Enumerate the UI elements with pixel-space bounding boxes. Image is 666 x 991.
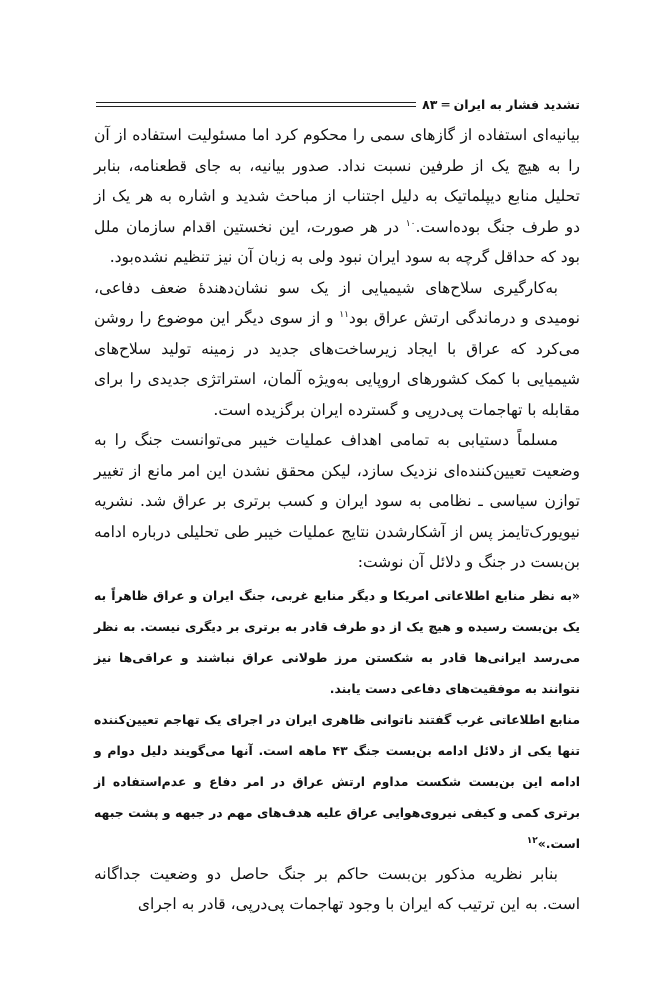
header-separator-icon: ═ [437,96,450,112]
page-number: ۸۳ [422,96,438,112]
header-rule [96,102,416,107]
quote-2-text: منابع اطلاعاتی غرب گفتند ناتوانی ظاهری ایران در اجرای یک تهاجم تعیین‌کننده تنها یکی از دلائل ادامه بن‌بست جنگ ۴۳ ماهه است. آنها می‌گویند دلیل دوام و ادامه این بن‌بست شکست مداوم ارتش عراق در امر دفاع و عدم‌استفاده از برتری کمی و کیفی نیروی‌هوایی عراق علیه هدف‌های مهم در جبهه و پشت جبهه است.» [94,711,580,851]
footnote-ref-11: ۱۱ [339,309,349,320]
page-body [94,120,580,920]
page-header [96,94,580,114]
quote-paragraph-1 [94,580,580,704]
paragraph-1-text: بیانیه‌ای استفاده از گازهای سمی را محکوم کرد اما مسئولیت استفاده از آن را به هیچ یک از طرفین نسبت نداد. صدور بیانیه، به جای قطعنامه، بنابر تحلیل منابع دیپلماتیک به دلیل اجتناب از مباحث شدید و اشاره به هر یک از دو طرف جنگ بوده‌است. [94,126,581,236]
quote-paragraph-2 [94,704,580,859]
paragraph-4-text: بنابر نظریه مذکور بن‌بست حاکم بر جنگ حاصل دو وضعیت جداگانه است. به این ترتیب که ایران با وجود تهاجمات پی‌درپی، قادر به اجرای [94,864,580,913]
quote-1-text: «به نظر منابع اطلاعاتی امریکا و دیگر منابع غربی، جنگ ایران و عراق ظاهراً به یک بن‌بست رسیده و هیچ یک از دو طرف قادر به برتری بر دیگری نیست. به نظر می‌رسد ایرانی‌ها قادر به شکستن مرز طولانی عراق نباشند و عراقی‌ها نیز نتوانند به موفقیت‌های دفاعی دست یابند. [94,587,580,696]
paragraph-1 [94,120,580,273]
paragraph-1-text-cont: در هر صورت، این نخستین اقدام سازمان ملل بود که حداقل گرچه به سود ایران نبود ولی به زبان آن نیز تنظیم نشده‌بود. [94,217,580,266]
paragraph-2-text-cont: و از سوی دیگر این موضوع را روشن می‌کرد که عراق با ایجاد زیرساخت‌های جدید در زمینه تولید سلاح‌های شیمیایی با کمک کشورهای اروپایی به‌ویژه آلمان، استراتژی جدیدی را برای مقابله با تهاجمات پی‌درپی و گسترده ایران برگزیده است. [94,309,580,419]
paragraph-2 [94,273,580,426]
header-title: تشدید فشار به ایران [453,96,580,112]
paragraph-3 [94,425,580,578]
paragraph-4 [94,859,580,920]
footnote-ref-12: ۱۲ [526,835,538,846]
running-header [422,97,580,112]
footnote-ref-10: ۱۰ [405,218,416,229]
paragraph-3-text: مسلماً دستیابی به تمامی اهداف عملیات خیبر می‌توانست جنگ را به وضعیت تعیین‌کننده‌ای نزدیک سازد، لیکن محقق نشدن این امر مانع از تغییر توازن سیاسی ـ نظامی به سود ایران و کسب برتری بر عراق شد. نشریه نیویورک‌تایمز پس از آشکارشدن نتایج عملیات خیبر طی تحلیلی درباره ادامه بن‌بست در جنگ و دلائل آن نوشت: [94,431,580,571]
quote-block [94,580,580,859]
paragraph-2-text: به‌کارگیری سلاح‌های شیمیایی از یک سو نشان‌دهندۀ ضعف دفاعی، نومیدی و درماندگی ارتش عراق بود [94,278,580,327]
